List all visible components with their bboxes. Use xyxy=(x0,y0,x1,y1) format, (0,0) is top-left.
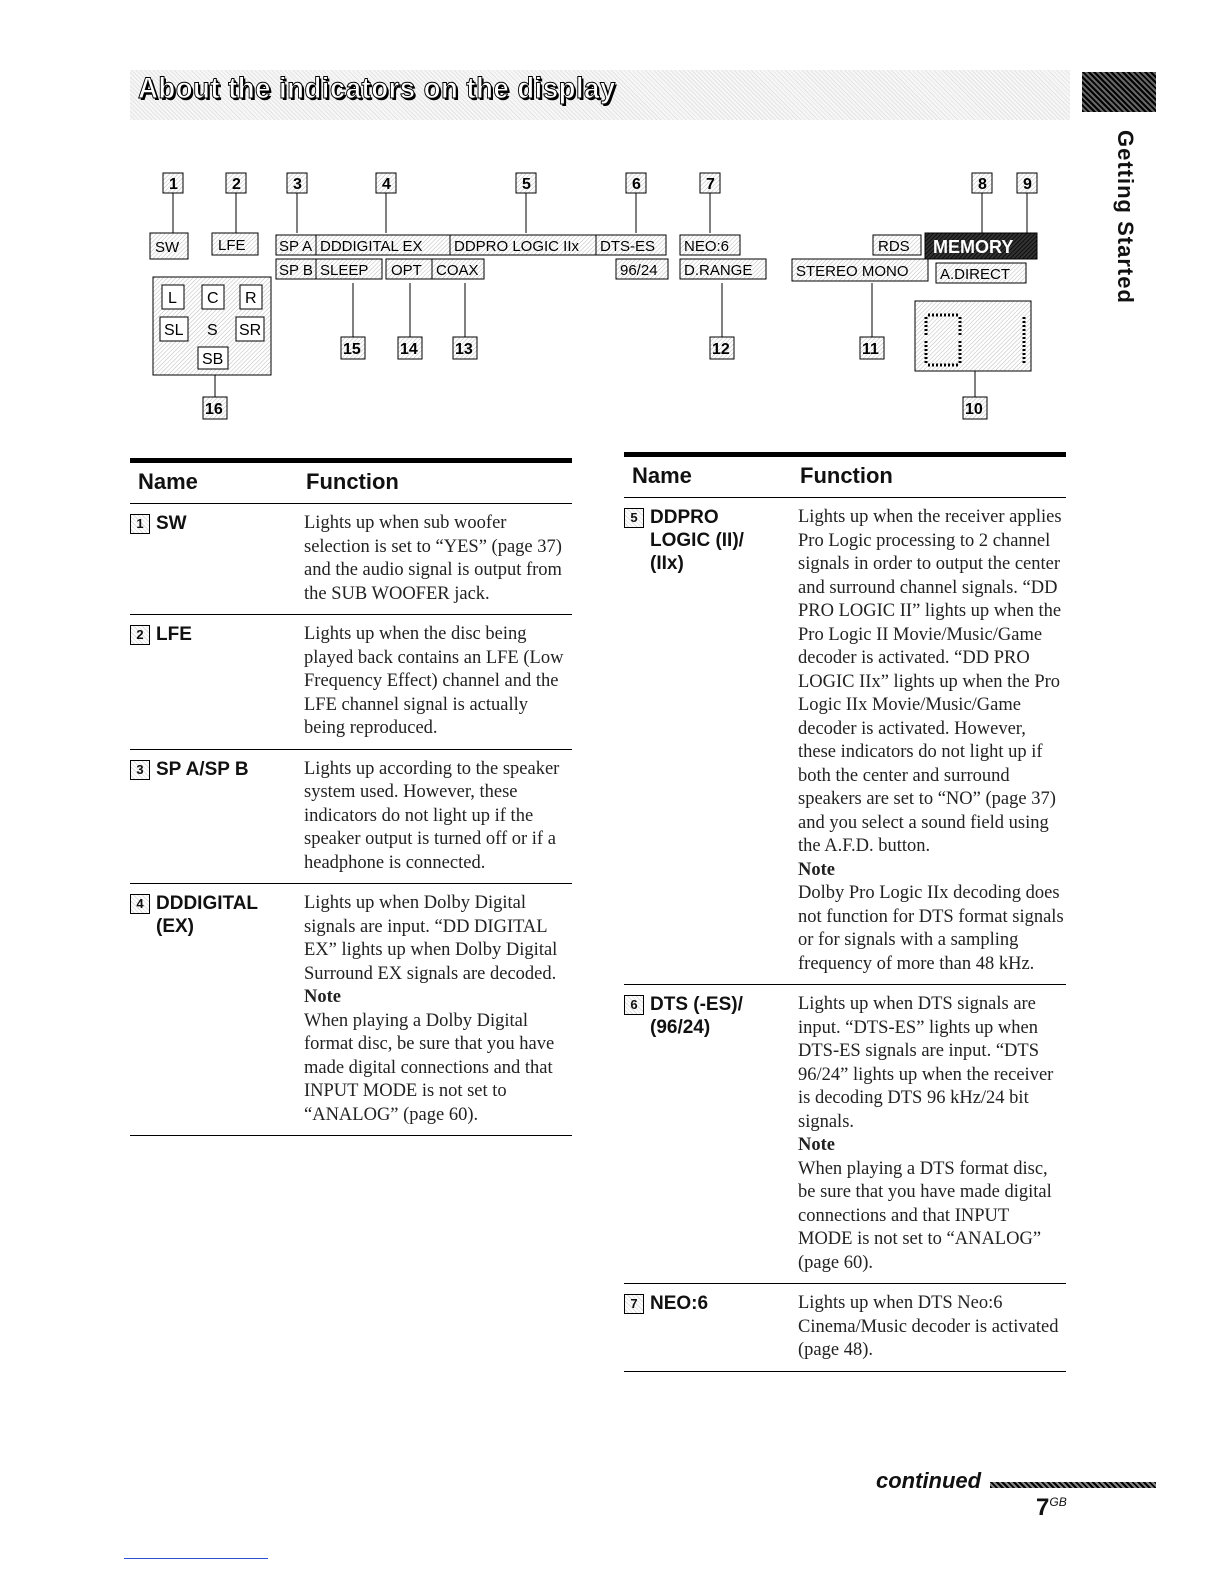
entry-number: 7 xyxy=(624,1294,644,1314)
indicator-pro-logic: DDPRO LOGIC IIx xyxy=(454,238,580,255)
entry-number: 2 xyxy=(130,625,150,645)
channel-r: R xyxy=(245,290,257,307)
callout-15: 15 xyxy=(343,341,361,358)
indicator-lfe: LFE xyxy=(218,237,246,254)
note-label: Note xyxy=(304,987,341,1007)
left-table-header xyxy=(130,458,572,504)
callout-10: 10 xyxy=(965,401,983,418)
entry-number: 1 xyxy=(130,514,150,534)
indicator-sp-a: SP A xyxy=(279,238,313,255)
indicator-sp-b: SP B xyxy=(279,262,313,279)
callout-7: 7 xyxy=(706,176,715,193)
callout-4: 4 xyxy=(382,176,391,193)
entry-function: Lights up when DTS signals are input. “DTS-ES” lights up when DTS-ES signals are input. “DTS 96/24” lights up when the receiver is decoding DTS 96 kHz/24 bit signals. xyxy=(798,994,1054,1132)
entry-dts xyxy=(624,985,1066,1284)
header-name: Name xyxy=(632,463,692,488)
indicator-rds: RDS xyxy=(878,238,910,255)
entry-number: 4 xyxy=(130,894,150,914)
entry-sw xyxy=(130,504,572,615)
entry-function: Lights up when DTS Neo:6 Cinema/Music decoder is activated (page 48). xyxy=(798,1293,1059,1360)
indicator-opt: OPT xyxy=(391,262,422,279)
entry-function: Lights up when sub woofer selection is set to “YES” (page 37) and the audio signal is output from the SUB WOOFER jack. xyxy=(304,513,562,604)
display-diagram xyxy=(140,165,1050,435)
entry-function: Lights up according to the speaker system used. However, these indicators do not light up if the speaker output is turned off or if a headphone is connected. xyxy=(304,758,560,873)
entry-name: DDDIGITAL (EX) xyxy=(156,893,259,937)
header-function: Function xyxy=(306,469,399,494)
entry-digital-ex xyxy=(130,884,572,1136)
entry-number: 6 xyxy=(624,995,644,1015)
note-text: When playing a Dolby Digital format disc, be sure that you have made digital connections and that INPUT MODE is not set to “ANALOG” (page 60). xyxy=(304,1010,555,1125)
side-tab-marker xyxy=(1082,72,1156,112)
right-column xyxy=(624,452,1066,1372)
note-text: Dolby Pro Logic IIx decoding does not function for DTS format signals or for signals with a sampling frequency of more than 48 kHz. xyxy=(798,883,1064,974)
entry-name: DTS (-ES)/ (96/24) xyxy=(650,994,743,1038)
entry-neo6 xyxy=(624,1284,1066,1372)
page-number xyxy=(1036,1494,1067,1522)
indicator-digital-ex: DDDIGITAL EX xyxy=(320,238,423,255)
indicator-d-range: D.RANGE xyxy=(684,262,753,279)
indicator-sw: SW xyxy=(155,239,180,256)
entry-function: Lights up when Dolby Digital signals are input. “DD DIGITAL EX” lights up when Dolby Digital Surround EX signals are decoded. xyxy=(304,893,558,984)
indicator-coax: COAX xyxy=(436,262,479,279)
callout-1: 1 xyxy=(169,176,178,193)
continued-label: continued xyxy=(876,1468,982,1493)
channel-s: S xyxy=(207,322,218,339)
indicator-memory: MEMORY xyxy=(933,237,1014,257)
entry-name: DDPRO LOGIC (II)/ (IIx) xyxy=(650,507,744,574)
note-label: Note xyxy=(798,859,835,880)
callout-6: 6 xyxy=(632,176,641,193)
entry-pro-logic xyxy=(624,498,1066,985)
note-label: Note xyxy=(798,1135,835,1155)
indicator-neo6: NEO:6 xyxy=(684,238,730,255)
header-name: Name xyxy=(138,469,198,494)
left-column xyxy=(130,458,572,1136)
note-text: When playing a DTS format disc, be sure that you have made digital connections and that INPUT MODE is not set to “ANALOG” (page 60). xyxy=(798,1158,1052,1273)
entry-name: SW xyxy=(156,513,187,534)
entry-name: NEO:6 xyxy=(650,1293,709,1314)
entry-function: Lights up when the receiver applies Pro Logic processing to 2 channel signals in order to output the center and surround channel signals. “DD PRO LOGIC II” lights up when the Pro Logic II Movie/Music/Game decoder is activated. “DD PRO LOGIC IIx” lights up when the Pro Logic IIx Movie/Music/Game decoder is activated. However, these indicators do not light up if both the center and surround speakers are set to “NO” (page 37) and you select a sound field using the A.F.D. button. xyxy=(798,507,1062,856)
page-number-value: 7 xyxy=(1036,1494,1050,1521)
channel-l: L xyxy=(168,290,177,307)
indicator-dts-es: DTS-ES xyxy=(600,238,656,255)
continued-bar xyxy=(990,1482,1156,1488)
page-number-suffix: GB xyxy=(1049,1495,1067,1509)
channel-sl: SL xyxy=(164,322,184,339)
entry-sp-a-sp-b xyxy=(130,750,572,885)
entry-name: LFE xyxy=(156,624,192,645)
indicator-a-direct: A.DIRECT xyxy=(940,266,1011,283)
right-table-header xyxy=(624,452,1066,498)
callout-2: 2 xyxy=(232,176,241,193)
page-title: About the indicators on the display xyxy=(138,72,616,105)
callout-9: 9 xyxy=(1023,176,1032,193)
entry-lfe xyxy=(130,615,572,750)
indicator-sleep: SLEEP xyxy=(320,262,369,279)
callout-12: 12 xyxy=(712,341,730,358)
callout-11: 11 xyxy=(862,341,879,358)
indicator-stereo-mono: STEREO MONO xyxy=(796,263,909,280)
callout-14: 14 xyxy=(400,341,418,358)
channel-sr: SR xyxy=(239,322,262,339)
channel-c: C xyxy=(207,290,219,307)
callout-5: 5 xyxy=(522,176,531,193)
callout-3: 3 xyxy=(293,176,302,193)
indicator-96-24: 96/24 xyxy=(620,262,658,279)
section-tab: Getting Started xyxy=(1113,130,1138,304)
entry-number: 5 xyxy=(624,508,644,528)
entry-number: 3 xyxy=(130,760,150,780)
header-function: Function xyxy=(800,463,893,488)
callout-8: 8 xyxy=(978,176,987,193)
entry-name: SP A/SP B xyxy=(156,758,249,780)
entry-function: Lights up when the disc being played back contains an LFE (Low Frequency Effect) channel and the LFE channel signal is actually being reproduced. xyxy=(304,624,564,738)
channel-sb: SB xyxy=(202,351,224,368)
footer-rule xyxy=(124,1558,268,1559)
callout-16: 16 xyxy=(205,401,223,418)
callout-13: 13 xyxy=(455,341,473,358)
